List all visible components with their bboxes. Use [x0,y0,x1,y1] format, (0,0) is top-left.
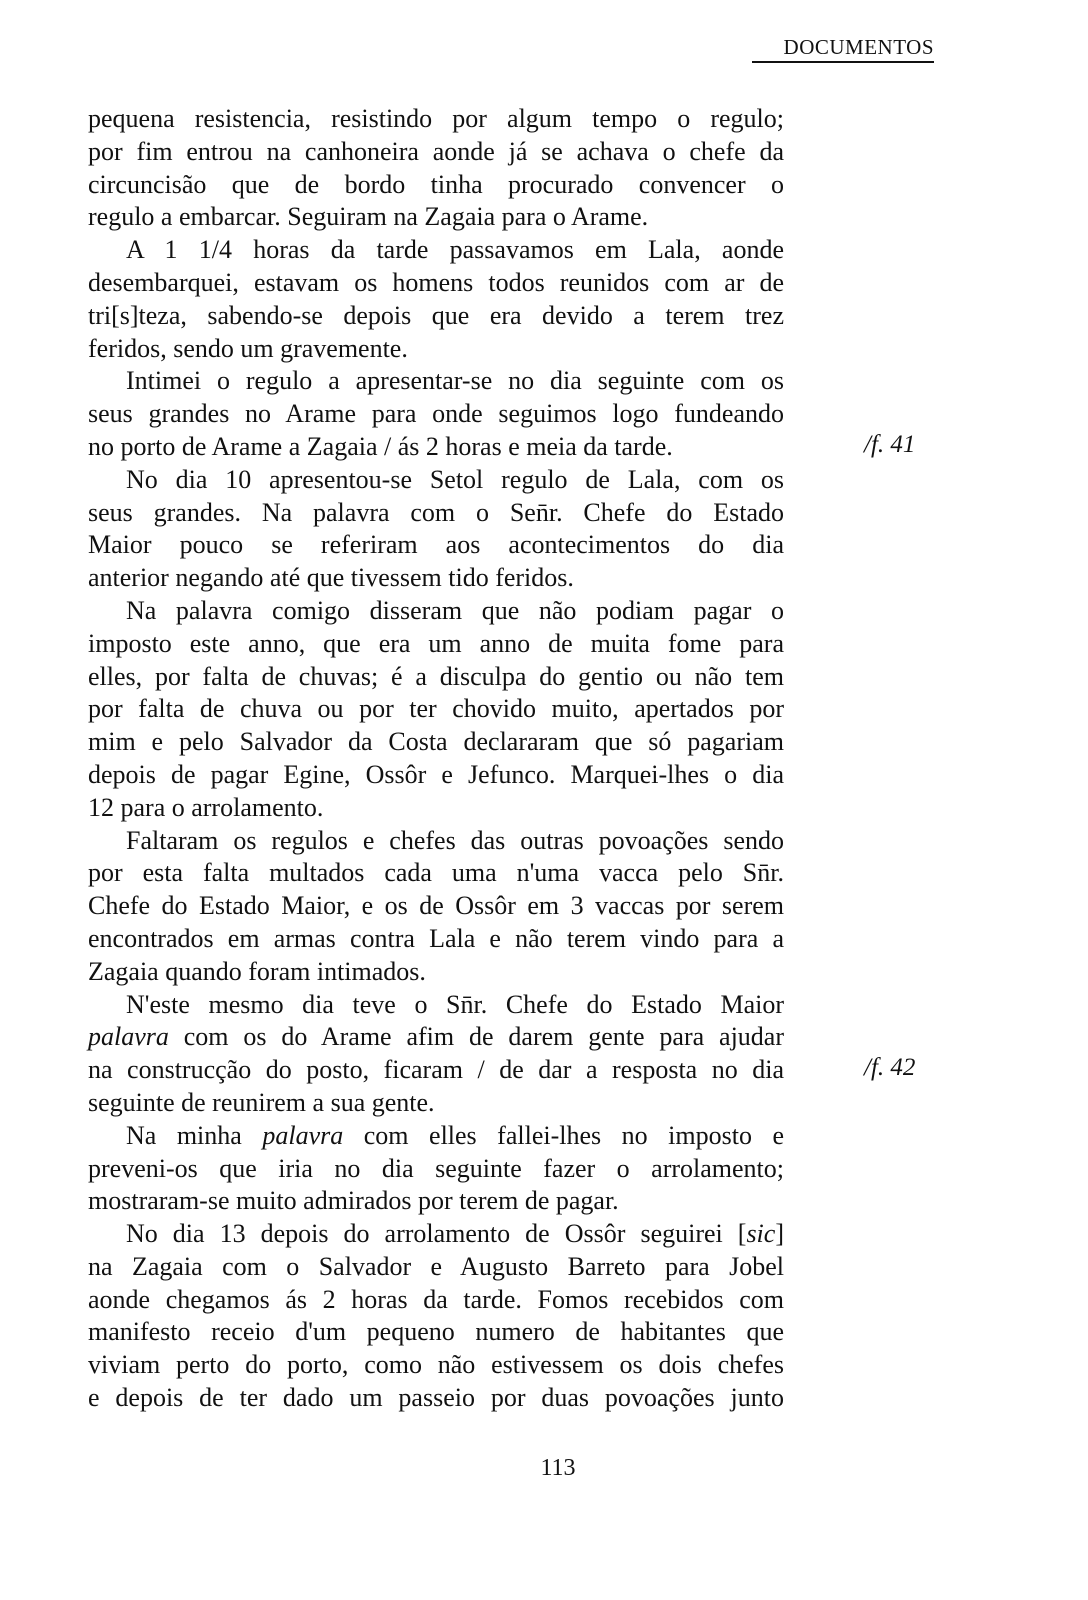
text-line: seus grandes no Arame para onde seguimos logo fundeando [88,399,784,429]
text-line: No dia 13 depois do arrolamento de Ossôr seguirei [sic] [126,1219,784,1249]
text-line: na Zagaia com o Salvador e Augusto Barreto para Jobel [88,1251,784,1281]
text-line: Na minha palavra com elles fallei-lhes no imposto e [126,1120,785,1150]
text-line: feridos, sendo um gravemente. [88,333,408,363]
folio-note-42: /f. 42 [864,1054,916,1081]
text-line: desembarquei, estavam os homens todos reunidos com ar de [88,267,784,297]
text-line: manifesto receio d'um pequeno numero de habitantes que [88,1317,784,1347]
text-line: 12 para o arrolamento. [88,792,324,822]
running-header: DOCUMENTOS [752,34,934,63]
text-line: por fim entrou na canhoneira aonde já se achava o chefe da [88,136,784,166]
text-line: Intimei o regulo a apresentar-se no dia seguinte com os [126,366,784,396]
text-line: seus grandes. Na palavra com o Sen̄r. Chefe do Estado [88,497,784,527]
text-line: e depois de ter dado um passeio por duas povoações junto [88,1383,784,1413]
text-line: tri[s]teza, sabendo-se depois que era devido a terem trez [88,300,784,330]
text-line: encontrados em armas contra Lala e não terem vindo para a [88,923,784,953]
text-line: anterior negando até que tivessem tido feridos. [88,563,574,593]
text-line: A 1 1/4 horas da tarde passavamos em Lala, aonde [126,235,784,265]
text-line: Chefe do Estado Maior, e os de Ossôr em 3 vaccas por serem [88,891,784,921]
text-line: viviam perto do porto, como não estivessem os dois chefes [88,1350,784,1380]
folio-note-41: /f. 41 [864,431,916,458]
text-line: regulo a embarcar. Seguiram na Zagaia para o Arame. [88,202,649,232]
text-line: no porto de Arame a Zagaia / ás 2 horas e meia da tarde. [88,431,673,461]
text-line: mostraram-se muito admirados por terem de pagar. [88,1186,619,1216]
text-line: aonde chegamos ás 2 horas da tarde. Fomos recebidos com [88,1284,784,1314]
text-line: elles, por falta de chuvas; é a disculpa do gentio ou não tem [88,661,784,691]
text-line: por falta de chuva ou por ter chovido muito, apertados por [88,694,784,724]
text-line: Na palavra comigo disseram que não podiam pagar o [126,595,784,625]
text-line: Zagaia quando foram intimados. [88,956,426,986]
body-text [88,103,784,1415]
text-line: Faltaram os regulos e chefes das outras povoações sendo [126,825,784,855]
text-line: palavra com os do Arame afim de darem gente para ajudar [88,1022,784,1052]
text-line: mim e pelo Salvador da Costa declararam que só pagariam [88,727,784,757]
text-line: Maior pouco se referiram aos acontecimentos do dia [88,530,784,560]
text-line: circuncisão que de bordo tinha procurado convencer o [88,169,784,199]
text-line: No dia 10 apresentou-se Setol regulo de Lala, com os [126,464,784,494]
text-line: pequena resistencia, resistindo por algum tempo o regulo; [88,104,784,133]
text-line: seguinte de reunirem a sua gente. [88,1087,435,1117]
text-line: depois de pagar Egine, Ossôr e Jefunco. Marquei-lhes o dia [88,759,784,789]
page-number: 113 [540,1455,576,1481]
text-line: preveni-os que iria no dia seguinte fazer o arrolamento; [88,1153,784,1183]
text-line: na construcção do posto, ficaram / de dar a resposta no dia [88,1055,784,1085]
text-line: imposto este anno, que era um anno de muita fome para [88,628,784,658]
text-line: por esta falta multados cada uma n'uma vacca pelo Sn̄r. [88,858,784,888]
text-line: N'este mesmo dia teve o Sn̄r. Chefe do Estado Maior [126,989,784,1019]
